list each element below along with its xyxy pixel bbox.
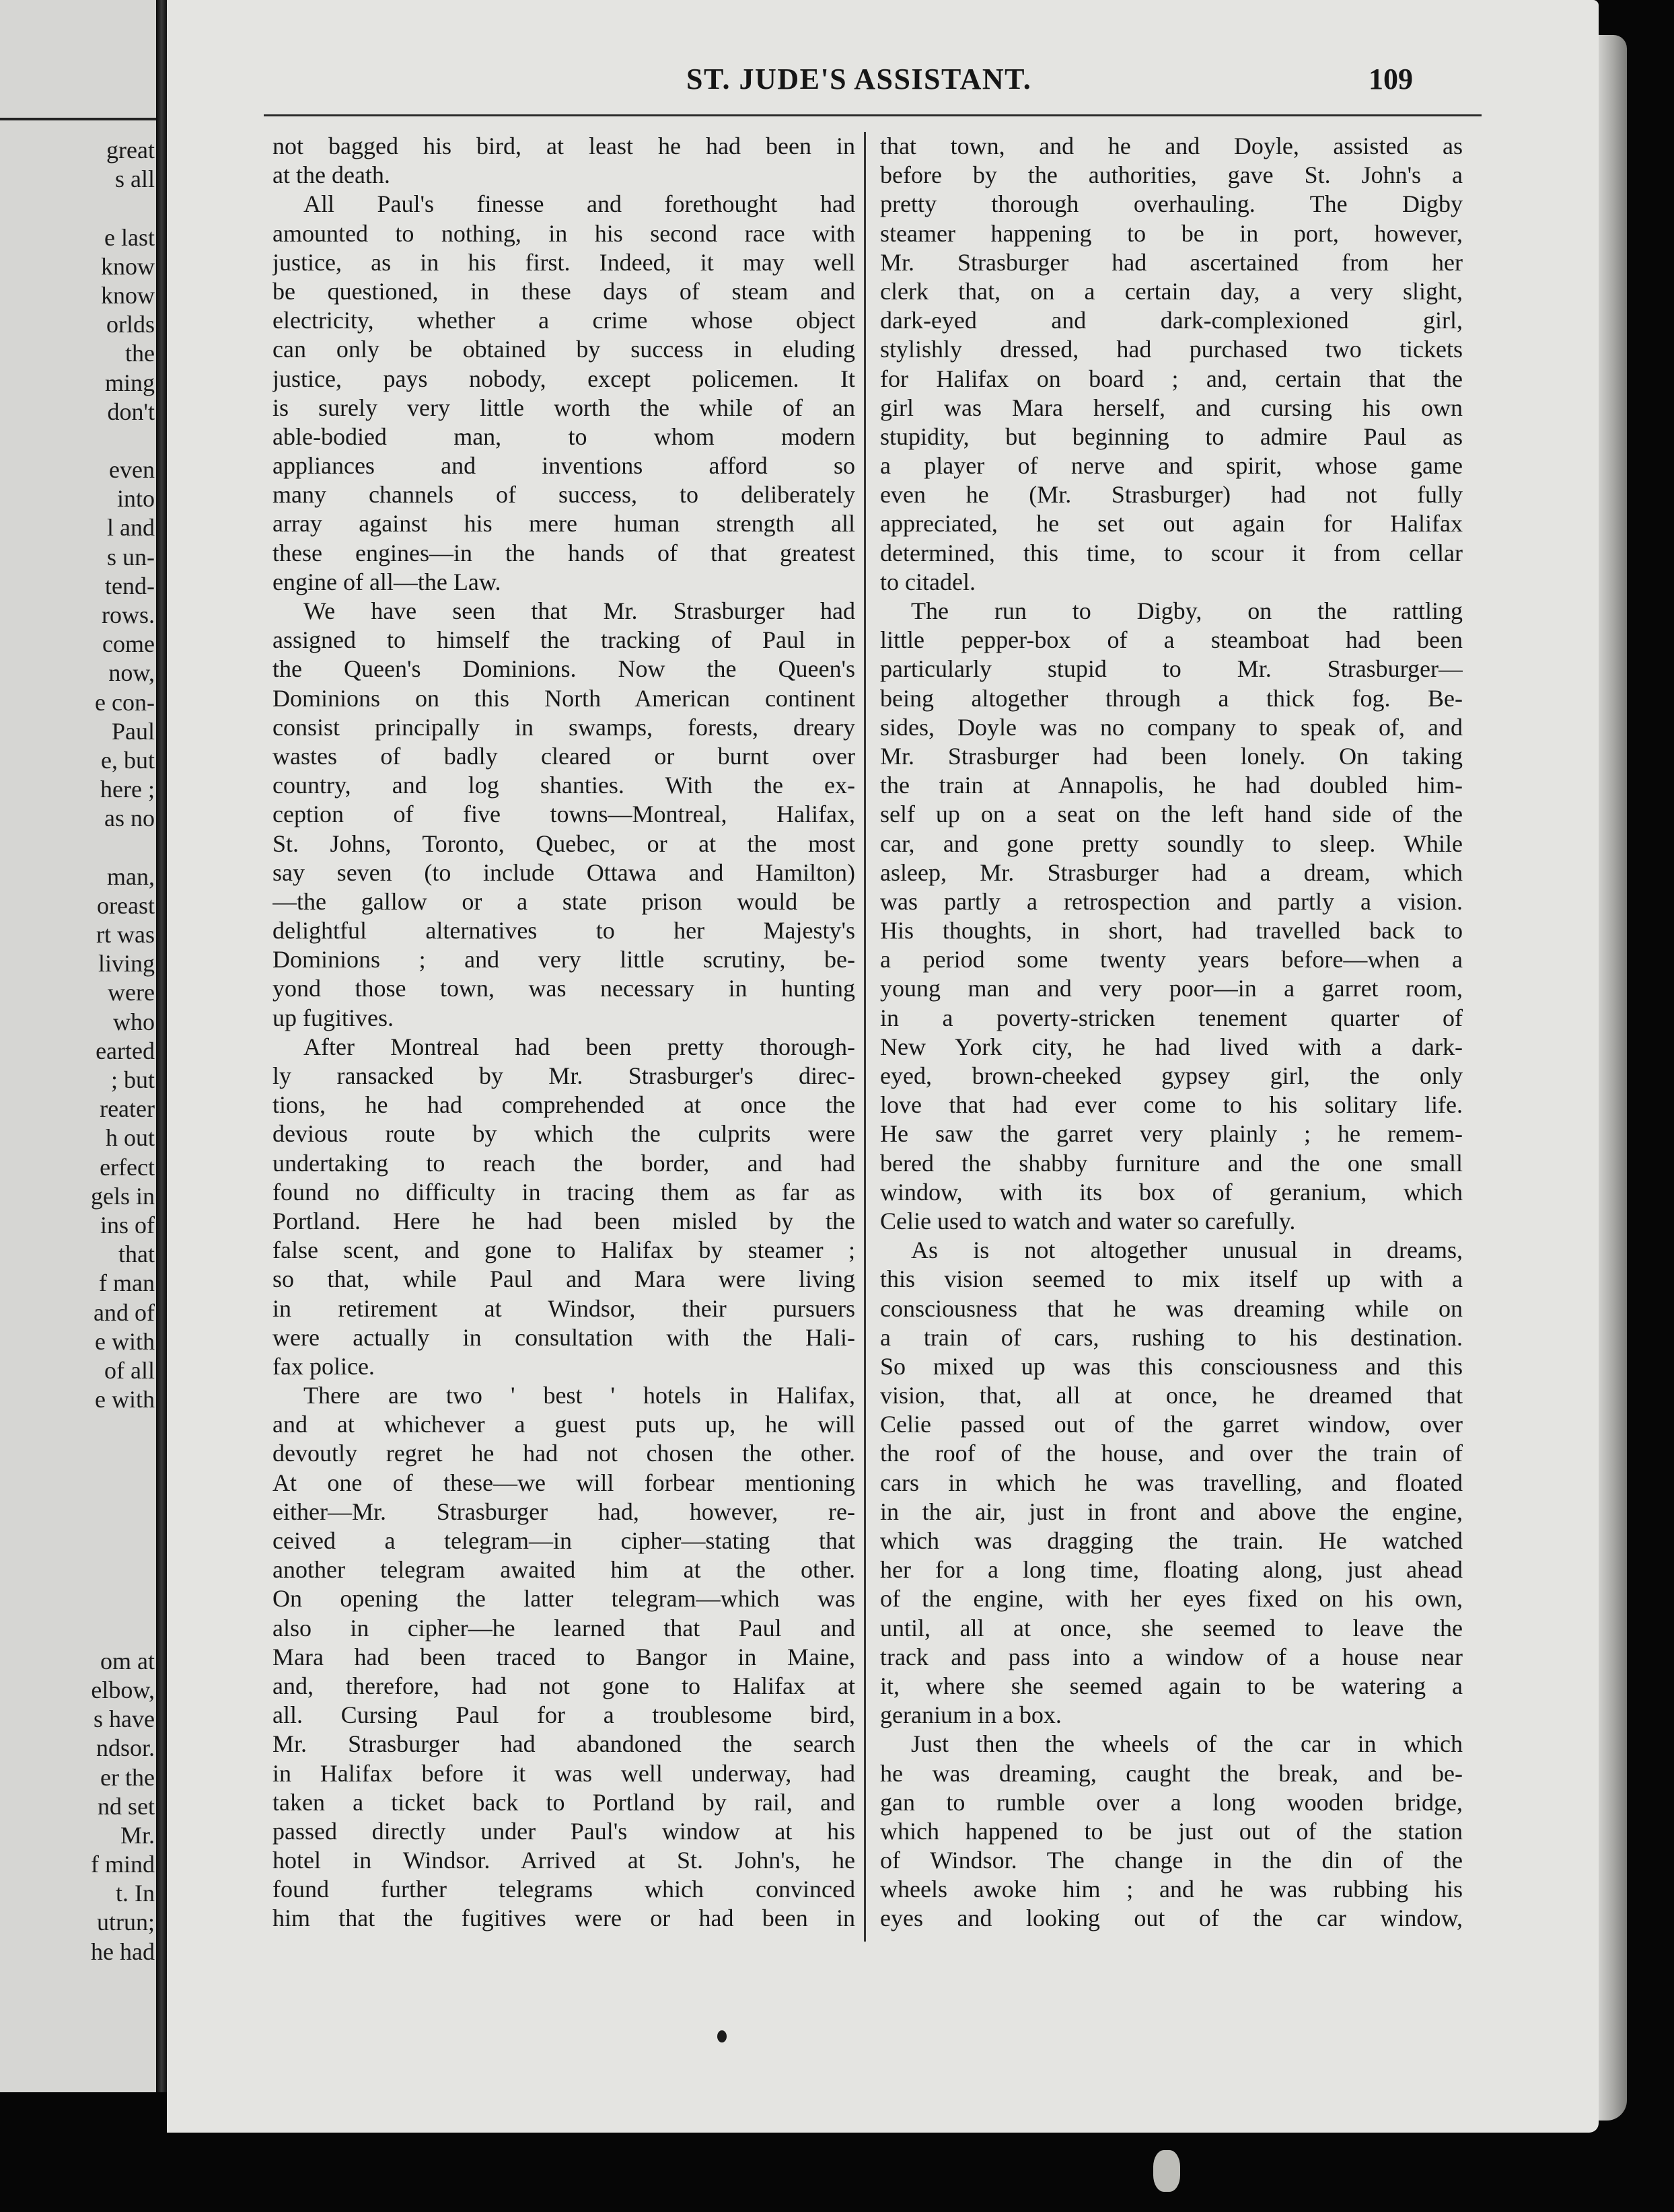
facing-page-line: orlds	[106, 311, 155, 338]
text-line: at the death.	[272, 161, 390, 189]
text-line: be questioned, in these days of steam and	[272, 277, 855, 305]
text-line: track and pass into a window of a house near	[880, 1643, 1463, 1670]
facing-page-line: f man	[99, 1269, 155, 1297]
text-line: and, therefore, had not gone to Halifax at	[272, 1672, 855, 1699]
book-gutter	[156, 0, 167, 2092]
running-header	[269, 62, 1413, 109]
text-line: love that had ever come to his solitary life.	[880, 1091, 1463, 1119]
text-line: false scent, and gone to Halifax by steamer ;	[272, 1237, 855, 1264]
facing-page-line: reater	[100, 1095, 155, 1123]
facing-page-line: rt was	[96, 921, 155, 949]
text-line: Dominions ; and very little scrutiny, be-	[272, 946, 855, 973]
text-line: all. Cursing Paul for a troublesome bird,	[272, 1701, 855, 1729]
facing-page-line	[0, 1559, 156, 1588]
page-edge	[1599, 35, 1627, 2121]
facing-page-line: the	[125, 340, 155, 367]
facing-page-line: gels in	[91, 1182, 155, 1210]
text-line: in Halifax before it was well underway, had	[272, 1759, 855, 1787]
text-line: to citadel.	[880, 568, 976, 595]
facing-page-line	[0, 1531, 156, 1559]
text-line: in the air, just in front and above the engine,	[880, 1498, 1463, 1525]
facing-page-line: rows.	[102, 601, 155, 628]
facing-page-text	[0, 136, 156, 1966]
facing-page-rule	[0, 118, 156, 120]
facing-page-line: here ;	[100, 776, 155, 803]
page-damage-mark	[1153, 2150, 1180, 2192]
facing-page-line	[0, 1443, 156, 1472]
text-line: so that, while Paul and Mara were living	[272, 1265, 855, 1293]
text-line: the Queen's Dominions. Now the Queen's	[272, 655, 855, 683]
text-line: His thoughts, in short, had travelled back to	[880, 917, 1463, 945]
facing-page-line: h out	[105, 1124, 155, 1152]
text-line: clerk that, on a certain day, a very slight,	[880, 277, 1463, 305]
text-line: him that the fugitives were or had been in	[272, 1905, 855, 1932]
text-line: fax police.	[272, 1352, 375, 1380]
text-line: delightful alternatives to her Majesty's	[272, 917, 855, 945]
facing-page-line: nd set	[98, 1792, 155, 1820]
text-line: asleep, Mr. Strasburger had a dream, which	[880, 858, 1463, 886]
text-line: her for a long time, floating along, just ahead	[880, 1556, 1463, 1584]
facing-page-line: come	[102, 630, 155, 658]
facing-page-line: e with	[95, 1327, 155, 1355]
text-line: he was dreaming, caught the break, and be-	[880, 1759, 1463, 1787]
facing-page-line: and of	[94, 1298, 155, 1326]
facing-page-line: e with	[95, 1386, 155, 1413]
facing-page-line: f mind	[91, 1851, 155, 1878]
page-number: 109	[1369, 63, 1413, 96]
text-line: Portland. Here he had been misled by the	[272, 1207, 855, 1234]
text-line: steamer happening to be in port, however,	[880, 219, 1463, 247]
facing-page-line	[0, 1473, 156, 1502]
text-line: found further telegrams which convinced	[272, 1876, 855, 1903]
text-line: a player of nerve and spirit, whose game	[880, 452, 1463, 480]
text-line: Dominions on this North American continent	[272, 684, 855, 712]
text-line: many channels of success, to deliberately	[272, 481, 855, 509]
text-line: yond those town, was necessary in hunting	[272, 975, 855, 1002]
facing-page-line: man,	[107, 862, 155, 890]
facing-page-line: living	[98, 950, 155, 978]
text-line: passed directly under Paul's window at his	[272, 1817, 855, 1845]
text-line: a period some twenty years before—when a	[880, 946, 1463, 973]
text-line: the roof of the house, and over the train of	[880, 1440, 1463, 1467]
text-line: assigned to himself the tracking of Paul in	[272, 626, 855, 654]
text-line: it, where she seemed again to be watering a	[880, 1672, 1463, 1699]
text-line: eyed, brown-cheeked gypsey girl, the only	[880, 1062, 1463, 1089]
facing-page-line	[0, 427, 156, 455]
right-column	[880, 132, 1463, 1933]
facing-page-line: Mr.	[120, 1821, 155, 1849]
text-line: St. Johns, Toronto, Quebec, or at the most	[272, 830, 855, 857]
facing-page-line: now,	[108, 659, 155, 687]
facing-page-line: s all	[115, 165, 155, 193]
facing-page-line: e, but	[101, 746, 155, 774]
text-line: was partly a retrospection and partly a vision.	[880, 887, 1463, 915]
text-line: ly ransacked by Mr. Strasburger's direc-	[272, 1062, 855, 1089]
text-line: All Paul's finesse and forethought had	[303, 190, 855, 218]
text-line: engine of all—the Law.	[272, 568, 501, 595]
text-line: the train at Annapolis, he had doubled him-	[880, 772, 1463, 799]
facing-page-line	[0, 194, 156, 223]
facing-page-line: into	[116, 485, 155, 513]
text-line: appreciated, he set out again for Halifax	[880, 510, 1463, 538]
text-line: dark-eyed and dark-complexioned girl,	[880, 307, 1463, 334]
text-line: ception of five towns—Montreal, Halifax,	[272, 801, 855, 828]
text-line: undertaking to reach the border, and had	[272, 1149, 855, 1177]
text-line: stylishly dressed, had purchased two tickets	[880, 336, 1463, 363]
facing-page-line: know	[101, 281, 155, 309]
facing-page-line: know	[101, 252, 155, 280]
text-line: particularly stupid to Mr. Strasburger—	[880, 655, 1463, 683]
text-line: We have seen that Mr. Strasburger had	[303, 597, 855, 624]
text-line: country, and log shanties. With the ex-	[272, 772, 855, 799]
text-line: in retirement at Windsor, their pursuers	[272, 1294, 855, 1322]
text-line: Celie passed out of the garret window, over	[880, 1411, 1463, 1438]
text-line: and at whichever a guest puts up, he will	[272, 1411, 855, 1438]
text-line: of Windsor. The change in the din of the	[880, 1847, 1463, 1874]
facing-page-line: elbow,	[91, 1676, 155, 1703]
facing-page	[0, 0, 156, 2092]
facing-page-line: e last	[104, 223, 155, 251]
running-title: ST. JUDE'S ASSISTANT.	[686, 63, 1032, 96]
text-line: stupidity, but beginning to admire Paul as	[880, 422, 1463, 450]
facing-page-line: oreast	[97, 891, 155, 919]
text-line: pretty thorough overhauling. The Digby	[880, 190, 1463, 218]
facing-page-line: as no	[104, 805, 155, 832]
text-line: devoutly regret he had not chosen the other.	[272, 1440, 855, 1467]
text-line: of the engine, with her eyes fixed on his own,	[880, 1585, 1463, 1613]
text-line: So mixed up was this consciousness and this	[880, 1352, 1463, 1380]
text-line: Just then the wheels of the car in which	[911, 1730, 1463, 1758]
text-line: which happened to be just out of the station	[880, 1817, 1463, 1845]
text-line: window, with its box of geranium, which	[880, 1178, 1463, 1206]
left-column	[272, 132, 855, 1933]
text-line: devious route by which the culprits were	[272, 1120, 855, 1148]
text-line: until, all at once, she seemed to leave the	[880, 1614, 1463, 1642]
facing-page-line: l and	[107, 514, 155, 542]
text-line: up fugitives.	[272, 1004, 394, 1031]
text-line: sides, Doyle was no company to speak of, and	[880, 713, 1463, 741]
facing-page-line: Paul	[111, 717, 155, 745]
text-line: eyes and looking out of the car window,	[880, 1905, 1463, 1932]
facing-page-line: s un-	[107, 543, 155, 570]
facing-page-line: great	[106, 137, 155, 163]
text-line: for Halifax on board ; and, certain that the	[880, 365, 1463, 392]
text-line: were actually in consultation with the Hali-	[272, 1323, 855, 1351]
text-line: cars in which he was travelling, and floated	[880, 1469, 1463, 1496]
text-line: At one of these—we will forbear mentioning	[272, 1469, 855, 1496]
text-line: appliances and inventions afford so	[272, 452, 855, 480]
text-line: The run to Digby, on the rattling	[911, 597, 1463, 624]
text-line: New York city, he had lived with a dark-	[880, 1033, 1463, 1060]
facing-page-line: of all	[104, 1356, 155, 1384]
text-line: Mara had been traced to Bangor in Maine,	[272, 1643, 855, 1670]
facing-page-line	[0, 1588, 156, 1617]
text-line: On opening the latter telegram—which was	[272, 1585, 855, 1613]
text-line: in a poverty-stricken tenement quarter of	[880, 1004, 1463, 1031]
facing-page-line: ; but	[110, 1066, 155, 1093]
text-line: justice, pays nobody, except policemen. It	[272, 365, 855, 392]
text-line: determined, this time, to scour it from cellar	[880, 539, 1463, 566]
facing-page-line: don't	[107, 398, 155, 425]
text-line: able-bodied man, to whom modern	[272, 422, 855, 450]
text-line: justice, as in his first. Indeed, it may well	[272, 248, 855, 276]
text-line: Mr. Strasburger had ascertained from her	[880, 248, 1463, 276]
text-line: amounted to nothing, in his second race with	[272, 219, 855, 247]
text-line: He saw the garret very plainly ; he remem-	[880, 1120, 1463, 1148]
text-line: that town, and he and Doyle, assisted as	[880, 133, 1463, 159]
text-line: young man and very poor—in a garret room,	[880, 975, 1463, 1002]
facing-page-line: ming	[104, 369, 155, 396]
text-line: taken a ticket back to Portland by rail, and	[272, 1788, 855, 1816]
text-line: electricity, whether a crime whose object	[272, 307, 855, 334]
facing-page-line: tend-	[105, 572, 155, 599]
facing-page-line: utrun;	[97, 1909, 155, 1936]
text-line: array against his mere human strength all	[272, 510, 855, 538]
text-line: ceived a telegram—in cipher—stating that	[272, 1527, 855, 1554]
facing-page-line: who	[113, 1008, 155, 1035]
text-line: Mr. Strasburger had abandoned the search	[272, 1730, 855, 1758]
text-line: gan to rumble over a long wooden bridge,	[880, 1788, 1463, 1816]
text-line: self up on a seat on the left hand side of the	[880, 801, 1463, 828]
text-line: wastes of badly cleared or burnt over	[272, 742, 855, 770]
text-line: little pepper-box of a steamboat had been	[880, 626, 1463, 654]
text-line: a train of cars, rushing to his destination.	[880, 1323, 1463, 1351]
text-line: another telegram awaited him at the other.	[272, 1556, 855, 1584]
facing-page-line: om at	[100, 1647, 155, 1674]
text-line: —the gallow or a state prison would be	[272, 887, 855, 915]
text-line: consist principally in swamps, forests, dreary	[272, 713, 855, 741]
facing-page-line: were	[108, 979, 155, 1006]
text-line: car, and gone pretty soundly to sleep. While	[880, 830, 1463, 857]
text-line: There are two ' best ' hotels in Halifax,	[303, 1382, 855, 1409]
text-line: girl was Mara herself, and cursing his own	[880, 394, 1463, 421]
facing-page-line: er the	[100, 1763, 155, 1791]
text-line: is surely very little worth the while of an	[272, 394, 855, 421]
text-line: Mr. Strasburger had been lonely. On taking	[880, 742, 1463, 770]
text-line: even he (Mr. Strasburger) had not fully	[880, 481, 1463, 509]
text-line: found no difficulty in tracing them as far as	[272, 1178, 855, 1206]
text-line: tions, he had comprehended at once the	[272, 1091, 855, 1119]
text-line: these engines—in the hands of that greatest	[272, 539, 855, 566]
facing-page-line: that	[118, 1241, 155, 1268]
text-line: can only be obtained by success in eluding	[272, 336, 855, 363]
text-line: Celie used to watch and water so carefully.	[880, 1207, 1296, 1234]
text-line: hotel in Windsor. Arrived at St. John's, he	[272, 1847, 855, 1874]
text-line: not bagged his bird, at least he had been in	[272, 133, 855, 159]
text-line: before by the authorities, gave St. John's a	[880, 161, 1463, 189]
facing-page-line: he had	[91, 1938, 155, 1965]
facing-page-line: erfect	[100, 1153, 155, 1181]
text-line: also in cipher—he learned that Paul and	[272, 1614, 855, 1642]
facing-page-line: t. In	[116, 1880, 155, 1907]
text-line: being altogether through a thick fog. Be-	[880, 684, 1463, 712]
text-line: wheels awoke him ; and he was rubbing his	[880, 1876, 1463, 1903]
text-line: After Montreal had been pretty thorough-	[303, 1033, 855, 1060]
facing-page-line: s have	[94, 1705, 155, 1733]
text-line: consciousness that he was dreaming while on	[880, 1294, 1463, 1322]
facing-page-line	[0, 1618, 156, 1647]
text-line: geranium in a box.	[880, 1701, 1062, 1729]
text-line: say seven (to include Ottawa and Hamilton)	[272, 858, 855, 886]
facing-page-line	[0, 834, 156, 862]
text-line: bered the shabby furniture and the one small	[880, 1149, 1463, 1177]
text-line: either—Mr. Strasburger had, however, re-	[272, 1498, 855, 1525]
ink-spot	[717, 2030, 727, 2042]
text-line: As is not altogether unusual in dreams,	[911, 1237, 1463, 1264]
facing-page-line	[0, 1414, 156, 1443]
facing-page-line: e con-	[95, 688, 155, 716]
facing-page-line: even	[109, 456, 155, 484]
header-rule	[264, 114, 1482, 116]
facing-page-line: ins of	[100, 1211, 155, 1239]
text-line: this vision seemed to mix itself up with a	[880, 1265, 1463, 1293]
facing-page-line: ndsor.	[96, 1734, 155, 1762]
facing-page-line	[0, 1502, 156, 1531]
column-divider	[864, 132, 866, 1942]
text-line: which was dragging the train. He watched	[880, 1527, 1463, 1554]
text-line: vision, that, all at once, he dreamed that	[880, 1382, 1463, 1409]
facing-page-line: earted	[96, 1037, 155, 1064]
